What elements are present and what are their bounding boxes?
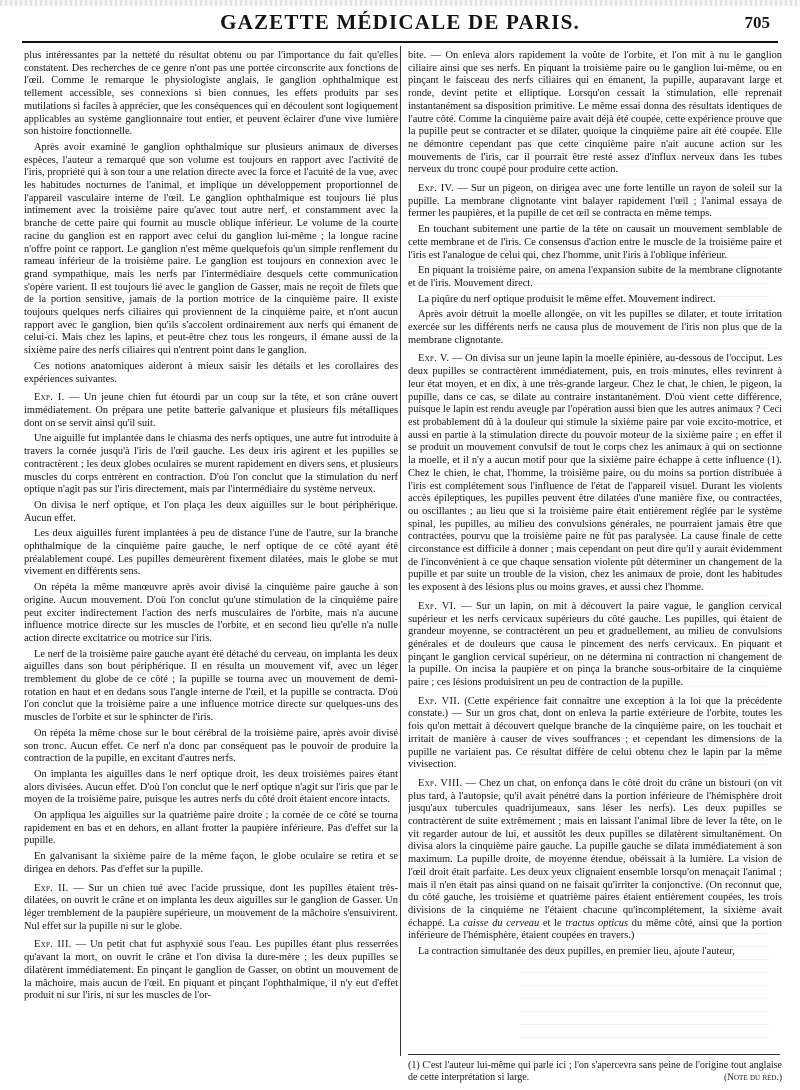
- right-column-paragraph: La contraction simultanée des deux pupilles, en premier lieu, ajoute l'auteur,: [418, 946, 735, 958]
- left-column-paragraph: En galvanisant la sixième paire de la même façon, le globe oculaire se retira et se dirigea en dehors. Pas d'effet sur la pupille.: [24, 851, 398, 875]
- right-column: [408, 50, 782, 1052]
- footnote-rule: [408, 1054, 780, 1055]
- journal-title: GAZETTE MÉDICALE DE PARIS.: [220, 10, 580, 34]
- column-divider: [400, 46, 401, 1056]
- right-column-paragraph: Exp. VI. — Sur un lapin, on mit à découvert la paire vague, le ganglion cervical supérieur et les nerfs cervicaux supérieurs du côté gauche. Les pupilles, qui étaient de grandeur moyenne, se contractèrent un peu et graduellement, au milieu de convulsions générales et de douleurs que causa le pincement des nerfs cervicaux. En piquant et pinçant le ganglion cervical supérieur, on ne détermina ni contraction ni changement de la pupille. On incisa la paupière et on pinça la branche sous-orbitaire de la cinquième paire ; ces lésions produisirent un peu de contraction de la pupille.: [408, 600, 782, 689]
- right-column-paragraph: En piquant la troisième paire, on amena l'expansion subite de la membrane clignotante et de l'iris. Mouvement direct.: [408, 265, 782, 289]
- left-column-paragraph: Exp. I. — Un jeune chien fut étourdi par un coup sur la tête, et son crâne ouvert immédiatement. On prépara une petite batterie galvanique et plusieurs fils métalliques dont on se servit ainsi qu'il suit.: [24, 392, 398, 429]
- left-column-paragraph: Le nerf de la troisième paire gauche ayant été détaché du cerveau, on implanta les deux aiguilles dans son bout périphérique. Il en résulta un mouvement vif, avec un léger tremblement du globe de ce côté ; la pupille se tourna avec un mouvement de demi-rotation en haut et en dedans sous l'angle interne de l'œil, et la pupille se contracta. D'où l'on conclut que la troisième paire a une influence motrice directe sur quelques-uns des muscles de l'orbite et sur le sphincter de l'iris.: [24, 648, 398, 724]
- right-column-paragraph: Exp. V. — On divisa sur un jeune lapin la moelle épinière, au-dessous de l'occiput. Les deux pupilles se contractèrent immédiatement, puis, en trois minutes, elles revinrent à leur état moyen, et en dix, à une très-grande largeur. Chez le chat, le chien, le pigeon, la pupille, dans ce cas, se dilate au contraire instantanément. D'où vient cette différence, puisque le lapin est rendu aveugle par l'opération aussi bien que les autres animaux ? Ceci est probablement dû à la douleur qui stimule la sixième paire par voie excito-motrice, et aussi en partie à la stimulation directe du pouvoir moteur de la sixième paire ; en effet il se produit un mouvement convulsif de tout le corps chez les animaux à qui on sectionne la moelle, et il n'y a aucun motif pour que la sixième paire échappe à cette influence (1). Chez le chien, le chat, l'homme, la troisième paire, ou du moins sa portion distribuée à l'iris est complétement sous l'influence de l'état de l'appareil visuel. Durant les violents accès épileptiques, les pupilles peuvent être dilatées d'une manière fixe, ou contractées, ou oscillantes ; au lieu que si la troisième paire était entièrement réglée par le système spinal, les pupilles, au milieu des convulsions générales, ne pourraient jamais être que contractées, pourvu que la troisième paire ne fût pas paralysée. La cause finale de cette circonstance est difficile à donner ; mais cependant on peut dire qu'il y aurait évidemment de l'inconvénient à ce que chaque sensation violente pût déterminer un changement de la pupille et par suite un trouble de la vision, chez les animaux de proie, dont les habitudes les exposent à des lésions plus ou moins graves, et aussi chez l'homme.: [408, 353, 782, 594]
- left-column-paragraph: On répéta la même manœuvre après avoir divisé la cinquième paire gauche à son origine. Aucun mouvement. D'où l'on conclut qu'une stimulation de la cinquième paire peut exciter indirectement l'action des nerfs musculaires de l'orbite, mais n'a aucune influence motrice directe sur les muscles de l'orbite, et en second lieu qu'elle n'a nulle action directe excitatrice ou motrice sur l'iris.: [24, 582, 398, 644]
- left-column-paragraph: Une aiguille fut implantée dans le chiasma des nerfs optiques, une autre fut introduite à travers la cornée jusqu'à l'iris de l'œil gauche. Les deux iris agirent et les pupilles se contractèrent ; les deux globes oculaires se murent rapidement en divers sens, et plusieurs muscles du corps entrèrent en contraction. D'où l'on conclut que la stimulation du nerf optique n'agit pas sur l'iris directement, mais par l'intermédiaire du système nerveux.: [24, 433, 398, 496]
- header-rule: [22, 41, 778, 43]
- right-column-paragraph: bite. — On enleva alors rapidement la voûte de l'orbite, et l'on mit à nu le ganglion ciliaire ainsi que ses nerfs. En piquant la troisième paire ou le ganglion lui-même, ou en pinçant le faisceau des nerfs ciliaires qui en émanent, la pupille, auparavant large et ronde, devint petite et elliptique. Lorsqu'on cessait la stimulation, elle reprenait instantanément sa disposition primitive. Le même essai donna des résultats identiques de l'autre côté. Comme la cinquième paire avait déjà été coupée, cette expérience prouve que la pupille peut se contracter et se dilater, quoique la cinquième paire ait été coupée. Elle ne démontre cependant pas que cette cinquième paire n'ait aucune action sur les mouvements de l'iris, car il pourrait être resté assez d'influx nerveux dans les tubes nerveux du tronc coupé pour produire cette action.: [408, 50, 782, 176]
- right-column-paragraph: La piqûre du nerf optique produisit le même effet. Mouvement indirect.: [418, 293, 716, 305]
- footnote: [408, 1060, 782, 1084]
- right-column-paragraph: En touchant subitement une partie de la tête on causait un mouvement semblable de cette membrane et de l'iris. Ce consensus d'action entre le muscle de la troisième paire et l'iris est l'analogue de celui qui, chez l'homme, unit l'iris à l'oblique inférieur.: [408, 224, 782, 261]
- left-column-paragraph: Les deux aiguilles furent implantées à peu de distance l'une de l'autre, sur la branche ophthalmique de la cinquième paire gauche, le nerf optique de ce côté ayant été préalablement coupé. Les pupilles demeurèrent fixement dilatées, mais le globe se mut vivement en différents sens.: [24, 528, 398, 578]
- left-column-paragraph: On répéta la même chose sur le bout cérébral de la troisième paire, après avoir divisé son tronc. Aucun effet. Ce nerf n'a donc par conséquent pas le pouvoir de produire la contraction de la pupille, en excitant d'autres nerfs.: [24, 727, 398, 765]
- left-column-paragraph: Ces notions anatomiques aideront à mieux saisir les détails et les corollaires des expériences suivantes.: [24, 360, 398, 385]
- right-column-paragraph: Exp. VII. (Cette expérience fait connaître une exception à la loi que la précédente constate.) — Sur un gros chat, dont on enleva la partie extérieure de l'orbite, toutes les fois qu'on mettait à découvert quelque branche de la cinquième paire, on les touchait et irritait de manière à causer de vives souffrances ; et cependant les dimensions de la pupille ne variaient pas. Ce résultat diffère de celui obtenu chez le lapin par la même vivisection.: [408, 695, 782, 771]
- left-column-paragraph: Exp. III. — Un petit chat fut asphyxié sous l'eau. Les pupilles étant plus resserrées qu'avant la mort, on ouvrit le crâne et l'on divisa la dure-mère ; les deux pupilles se dilatèrent immédiatement. En pinçant le ganglion de Gasser, on obtint un mouvement de la mâchoire, mais aucun de l'œil. En piquant et pinçant l'ophthalmique, il n'y eut d'effet produit ni sur l'iris, ni sur les muscles de l'or-: [24, 939, 398, 1002]
- editor-note: (Note du réd.): [723, 1073, 782, 1083]
- right-column-paragraph: Exp. VIII. — Chez un chat, on enfonça dans le côté droit du crâne un bistouri (on vit plus tard, à l'autopsie, qu'il avait pénétré dans la portion inférieure de l'hémisphère droit jusqu'aux tubercules quadrijumeaux, sans léser les nerfs). Les deux pupilles se contractèrent de suite extrêmement ; mais en laissant l'animal libre de lever la tête, on le vit regarder autour de lui, et aussitôt les deux pupilles se dilatèrent simultanément. On divisa alors la cinquième paire gauche. La pupille gauche se dilata immédiatement à son maximum. La pupille droite, de moyenne étendue, obéissait à la lumière. La vision de l'œil droit était parfaite. Les deux yeux clignaient ensemble lorsqu'on menaçait l'animal ; mais il n'en était pas ainsi quand on ne faisait qu'irriter la conjonctive. (On reconnut que, du côté gauche, les troisième et quatrième paires étaient entièrement coupées, les trois divisions de la cinquième ne l'étaient chacune qu'incomplétement, la sixième avait échappé. La caisse du cerveau et le tractus opticus du même côté, ainsi que la portion inférieure de l'hémisphère, étaient coupées en travers.): [408, 777, 782, 942]
- page-header: [0, 0, 800, 50]
- right-column-paragraph: Exp. IV. — Sur un pigeon, on dirigea avec une forte lentille un rayon de soleil sur la pupille. La membrane clignotante vint balayer rapidement l'œil ; l'animal essaya de fermer les paupières, et la pupille de cet œil se contracta en même temps.: [408, 183, 782, 220]
- left-column-paragraph: On implanta les aiguilles dans le nerf optique droit, les deux troisièmes paires étant alors divisées. Aucun effet. D'où l'on conclut que le nerf optique n'agit sur l'iris que par le moyen de la troisième paire, puisque les autres nerfs du côté droit étaient encore intacts.: [24, 768, 398, 806]
- footnote-text: (1) C'est l'auteur lui-même qui parle ici ; l'on s'apercevra sans peine de l'origine tout anglaise de cette interprétation si large.: [408, 1060, 782, 1083]
- left-column-paragraph: Exp. II. — Sur un chien tué avec l'acide prussique, dont les pupilles étaient très-dilatées, on ouvrit le crâne et on implanta les deux aiguilles sur le ganglion de Gasser. Un léger tremblement de la paupière supérieure, un mouvement de la mâchoire s'ensuivirent. Nul effet sur la pupille ni sur le globe.: [24, 882, 398, 932]
- left-column-paragraph: Après avoir examiné le ganglion ophthalmique sur plusieurs animaux de diverses espèces, l'auteur a remarqué que son volume est toujours en rapport avec l'activité de l'iris, propriété qui à son tour a une relation directe avec la force et l'acuité de la vue, avec les habitudes nocturnes de l'animal, et implique un développement proportionnel de l'appareil vasculaire interne de l'œil. Le ganglion ophthalmique est toujours lié plus intimement avec la troisième paire qu'avec tout autre nerf, et constamment avec la branche de cette paire qui fournit au muscle oblique inférieur. Le volume de la courte racine du ganglion est en rapport avec celui du ganglion lui-même ; la longue racine n'offre point ce rapport. Le ganglion n'est même quelquefois qu'un simple renflement du rameau inférieur de la troisième paire. Le ganglion est toujours en connexion avec le grand sympathique, mais les nerfs par l'intermédiaire desquels cette communication s'opère varient. Il est toujours lié avec le ganglion de Gasser, mais ne reçoit de filets que de la portion sensitive, jamais de la portion motrice de la cinquième paire. Il existe toujours quelques nerfs ciliaires qui proviennent de la cinquième paire, et n'ont aucun rapport avec le ganglion, bien qu'ils s'accolent ordinairement aux nerfs qui émanent de celui-ci. Mais chez les lapins, et peut-être chez tous les rongeurs, il émane aussi de la sixième paire des nerfs ciliaires qui n'entrent point dans le ganglion.: [24, 141, 398, 357]
- left-column-paragraph: On appliqua les aiguilles sur la quatrième paire droite ; la cornée de ce côté se tourna rapidement en bas et en dehors, en allant frotter la paupière inférieure. Pas d'effet sur la pupille.: [24, 810, 398, 847]
- previous-page-bleed: [0, 0, 800, 6]
- left-column-paragraph: plus intéressantes par la netteté du résultat obtenu ou par l'importance du fait qu'elles constatent. Des recherches de ce genre n'ont pas une portée circonscrite aux fonctions de l'œil. Comme le remarque le physiologiste anglais, le ganglion ophthalmique est tellement accessible, ses connexions si bien connues, les effets produits par ses mutilations si faciles à apprécier, que les conséquences qui en découlent sont logiquement applicables au système ganglionnaire tout entier, et peuvent éclairer d'une vive lumière son histoire fonctionnelle.: [24, 50, 398, 138]
- right-column-paragraph: Après avoir détruit la moelle allongée, on vit les pupilles se dilater, et toute irritation exercée sur les différents nerfs ne causa plus de mouvement de l'iris non plus que de la membrane clignotante.: [408, 309, 782, 346]
- page-number: 705: [744, 13, 770, 32]
- left-column: [24, 50, 398, 1052]
- left-column-paragraph: On divisa le nerf optique, et l'on plaça les deux aiguilles sur le bout périphérique. Aucun effet.: [24, 499, 398, 524]
